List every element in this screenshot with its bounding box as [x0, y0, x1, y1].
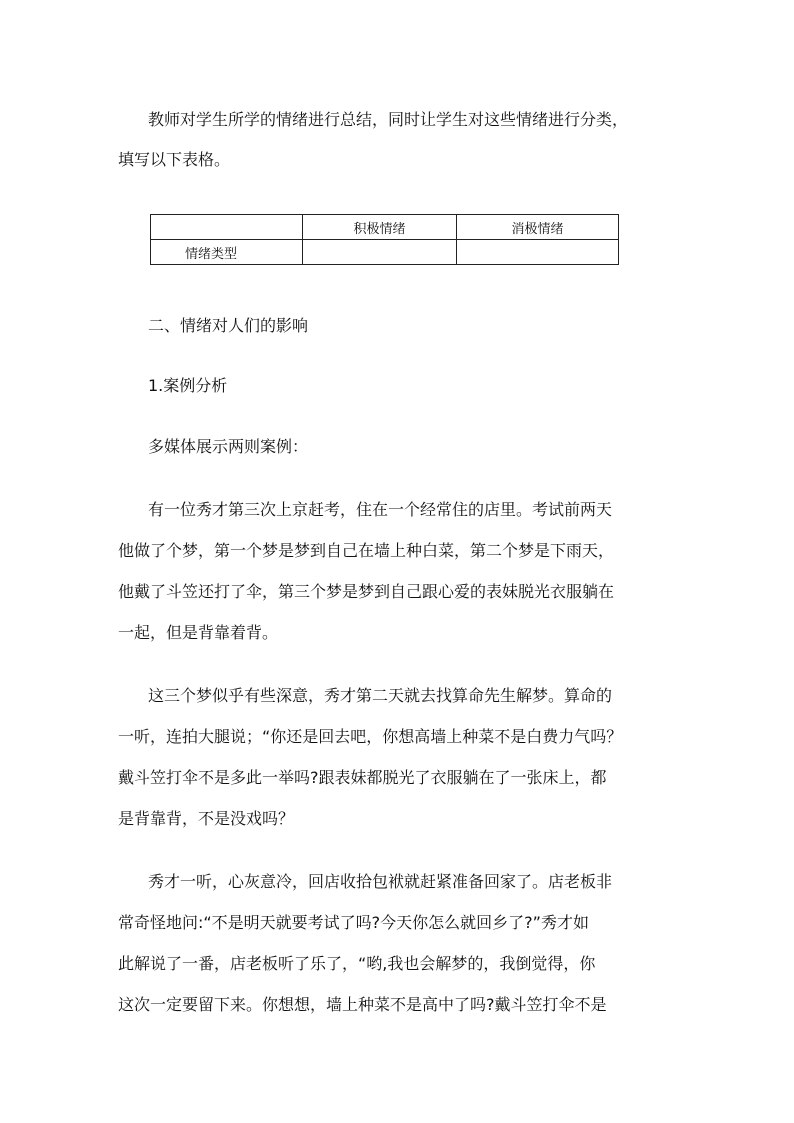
- table-header-positive: 积极情绪: [303, 215, 457, 240]
- case-lead-text: 多媒体展示两则案例：: [148, 437, 309, 456]
- table-header-cell-empty: [151, 215, 303, 240]
- story-p1-line: 有一位秀才第三次上京赶考，住在一个经常住的店里。考试前两天: [148, 500, 613, 519]
- table-row-label: 情绪类型: [151, 240, 303, 265]
- story-p3-line: 秀才一听，心灰意冷，回店收拾包袱就赶紧准备回家了。店老板非: [148, 872, 613, 891]
- story-p1-line: 一起，但是背靠着背。: [118, 623, 279, 642]
- story-p1-line: 他戴了斗笠还打了伞，第三个梦是梦到自己跟心爱的表妹脱光衣服躺在: [118, 582, 615, 601]
- story-p2-line: 是背靠背，不是没戏吗？: [118, 809, 295, 828]
- table-cell-negative: [457, 240, 619, 265]
- story-p3-line: 常奇怪地问:“不是明天就要考试了吗?今天你怎么就回乡了?”秀才如: [118, 913, 589, 932]
- intro-line-2: 填写以下表格。: [118, 150, 231, 169]
- story-p3-line: 这次一定要留下来。你想想，墙上种菜不是高中了吗?戴斗笠打伞不是: [118, 995, 607, 1014]
- story-p3-line: 此解说了一番，店老板听了乐了，“哟,我也会解梦的，我倒觉得，你: [118, 954, 596, 973]
- story-p1-line: 他做了个梦，第一个梦是梦到自己在墙上种白菜，第二个梦是下雨天，: [118, 541, 615, 560]
- emotion-classification-table: [150, 214, 619, 265]
- section-heading: 二、情绪对人们的影响: [148, 316, 309, 335]
- story-p2-line: 这三个梦似乎有些深意，秀才第二天就去找算命先生解梦。算命的: [148, 686, 613, 705]
- subsection-heading: 1.案例分析: [148, 376, 228, 395]
- story-p2-line: 一听，连拍大腿说；“你还是回去吧，你想高墙上种菜不是白费力气吗？: [118, 727, 623, 746]
- intro-line-1: 教师对学生所学的情绪进行总结，同时让学生对这些情绪进行分类，: [148, 110, 629, 129]
- table-cell-positive: [303, 240, 457, 265]
- table-header-row: [151, 215, 619, 240]
- story-p2-line: 戴斗笠打伞不是多此一举吗?跟表妹都脱光了衣服躺在了一张床上，都: [118, 768, 607, 787]
- table-row: [151, 240, 619, 265]
- table-header-negative: 消极情绪: [457, 215, 619, 240]
